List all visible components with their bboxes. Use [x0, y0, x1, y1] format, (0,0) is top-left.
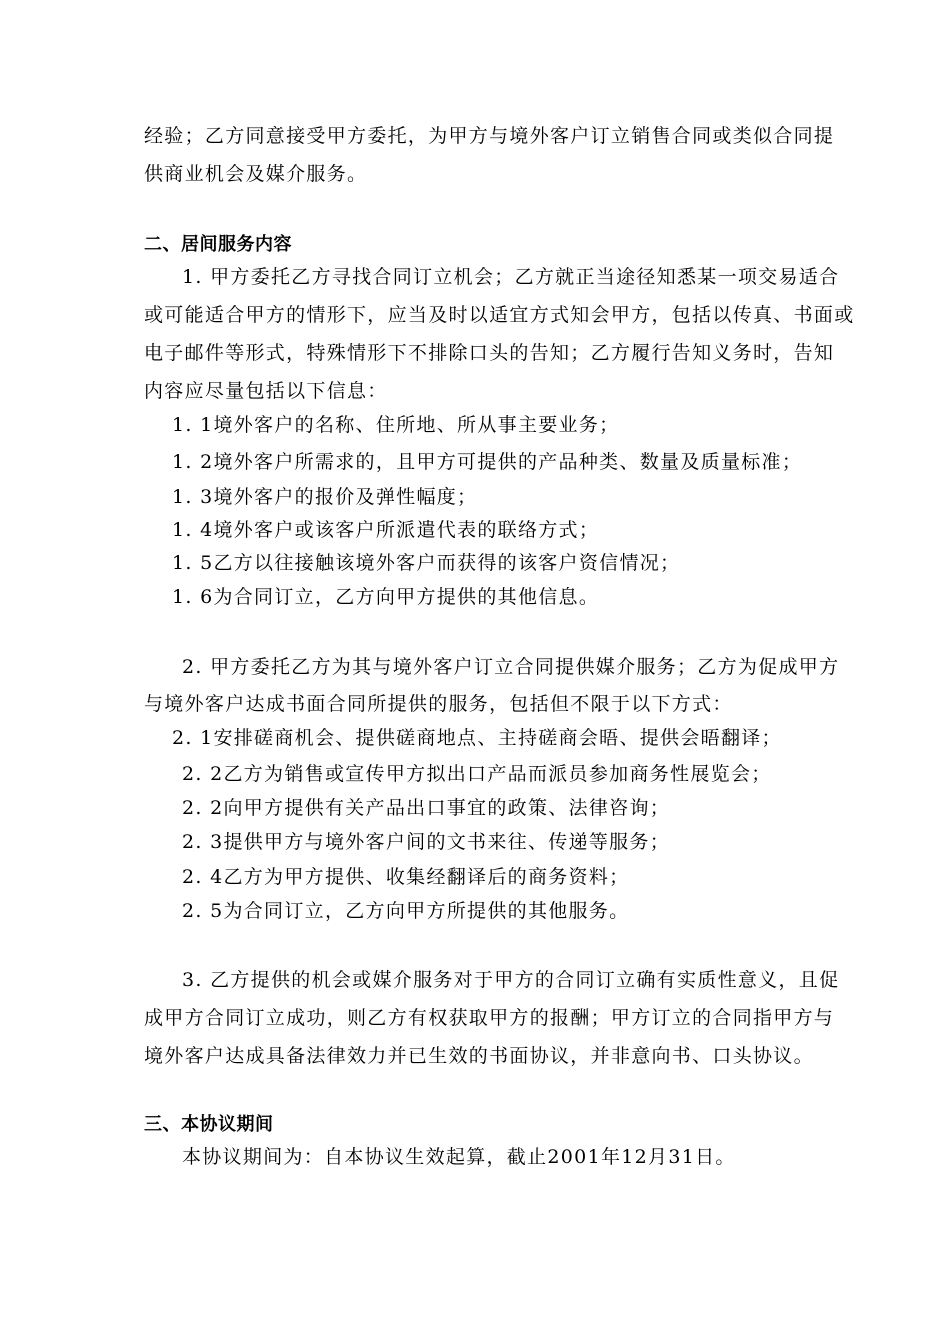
s2-p2-line-2: 与境外客户达成书面合同所提供的服务，包括但不限于以下方式：: [144, 693, 733, 715]
s2-p3-line-1: 3. 乙方提供的机会或媒介服务对于甲方的合同订立确有实质性意义，且促: [182, 969, 840, 991]
s2-p3-line-3: 境外客户达成具备法律效力并已生效的书面协议，并非意向书、口头协议。: [144, 1045, 814, 1067]
list1-item: 1. 5乙方以往接触该境外客户而获得的该客户资信情况；: [172, 552, 681, 574]
s2-p3-line-2: 成甲方合同订立成功，则乙方有权获取甲方的报酬；甲方订立的合同指甲方与: [144, 1007, 835, 1029]
list2-item: 2. 2乙方为销售或宣传甲方拟出口产品而派员参加商务性展览会；: [182, 763, 772, 785]
s2-p1-line-4: 内容应尽量包括以下信息：: [144, 380, 388, 402]
list1-item: 1. 2境外客户所需求的，且甲方可提供的产品种类、数量及质量标准；: [172, 451, 803, 473]
list2-item: 2. 3提供甲方与境外客户间的文书来往、传递等服务；: [182, 831, 671, 853]
list1-item: 1. 6为合同订立，乙方向甲方提供的其他信息。: [172, 586, 600, 608]
s2-p1-line-1: 1. 甲方委托乙方寻找合同订立机会；乙方就正当途径知悉某一项交易适合: [182, 266, 840, 288]
section-3-body: 本协议期间为：自本协议生效起算，截止2001年12月31日。: [182, 1146, 736, 1168]
s2-p2-line-1: 2. 甲方委托乙方为其与境外客户订立合同提供媒介服务；乙方为促成甲方: [182, 656, 840, 678]
s2-p1-line-2: 或可能适合甲方的情形下，应当及时以适宜方式知会甲方，包括以传真、书面或: [144, 304, 855, 326]
list2-item: 2. 1安排磋商机会、提供磋商地点、主持磋商会晤、提供会晤翻译；: [172, 727, 782, 749]
section-2-heading: 二、居间服务内容: [144, 234, 292, 255]
intro-line-2: 供商业机会及媒介服务。: [144, 163, 368, 185]
list1-item: 1. 1境外客户的名称、住所地、所从事主要业务；: [172, 414, 620, 436]
section-3-heading: 三、本协议期间: [144, 1114, 274, 1135]
list2-item: 2. 4乙方为甲方提供、收集经翻译后的商务资料；: [182, 866, 630, 888]
list1-item: 1. 3境外客户的报价及弹性幅度；: [172, 486, 478, 508]
list1-item: 1. 4境外客户或该客户所派遣代表的联络方式；: [172, 519, 600, 541]
list2-item: 2. 2向甲方提供有关产品出口事宜的政策、法律咨询；: [182, 797, 671, 819]
s2-p1-line-3: 电子邮件等形式，特殊情形下不排除口头的告知；乙方履行告知义务时，告知: [144, 342, 835, 364]
list2-item: 2. 5为合同订立，乙方向甲方所提供的其他服务。: [182, 900, 630, 922]
intro-line-1: 经验；乙方同意接受甲方委托，为甲方与境外客户订立销售合同或类似合同提: [144, 125, 835, 147]
